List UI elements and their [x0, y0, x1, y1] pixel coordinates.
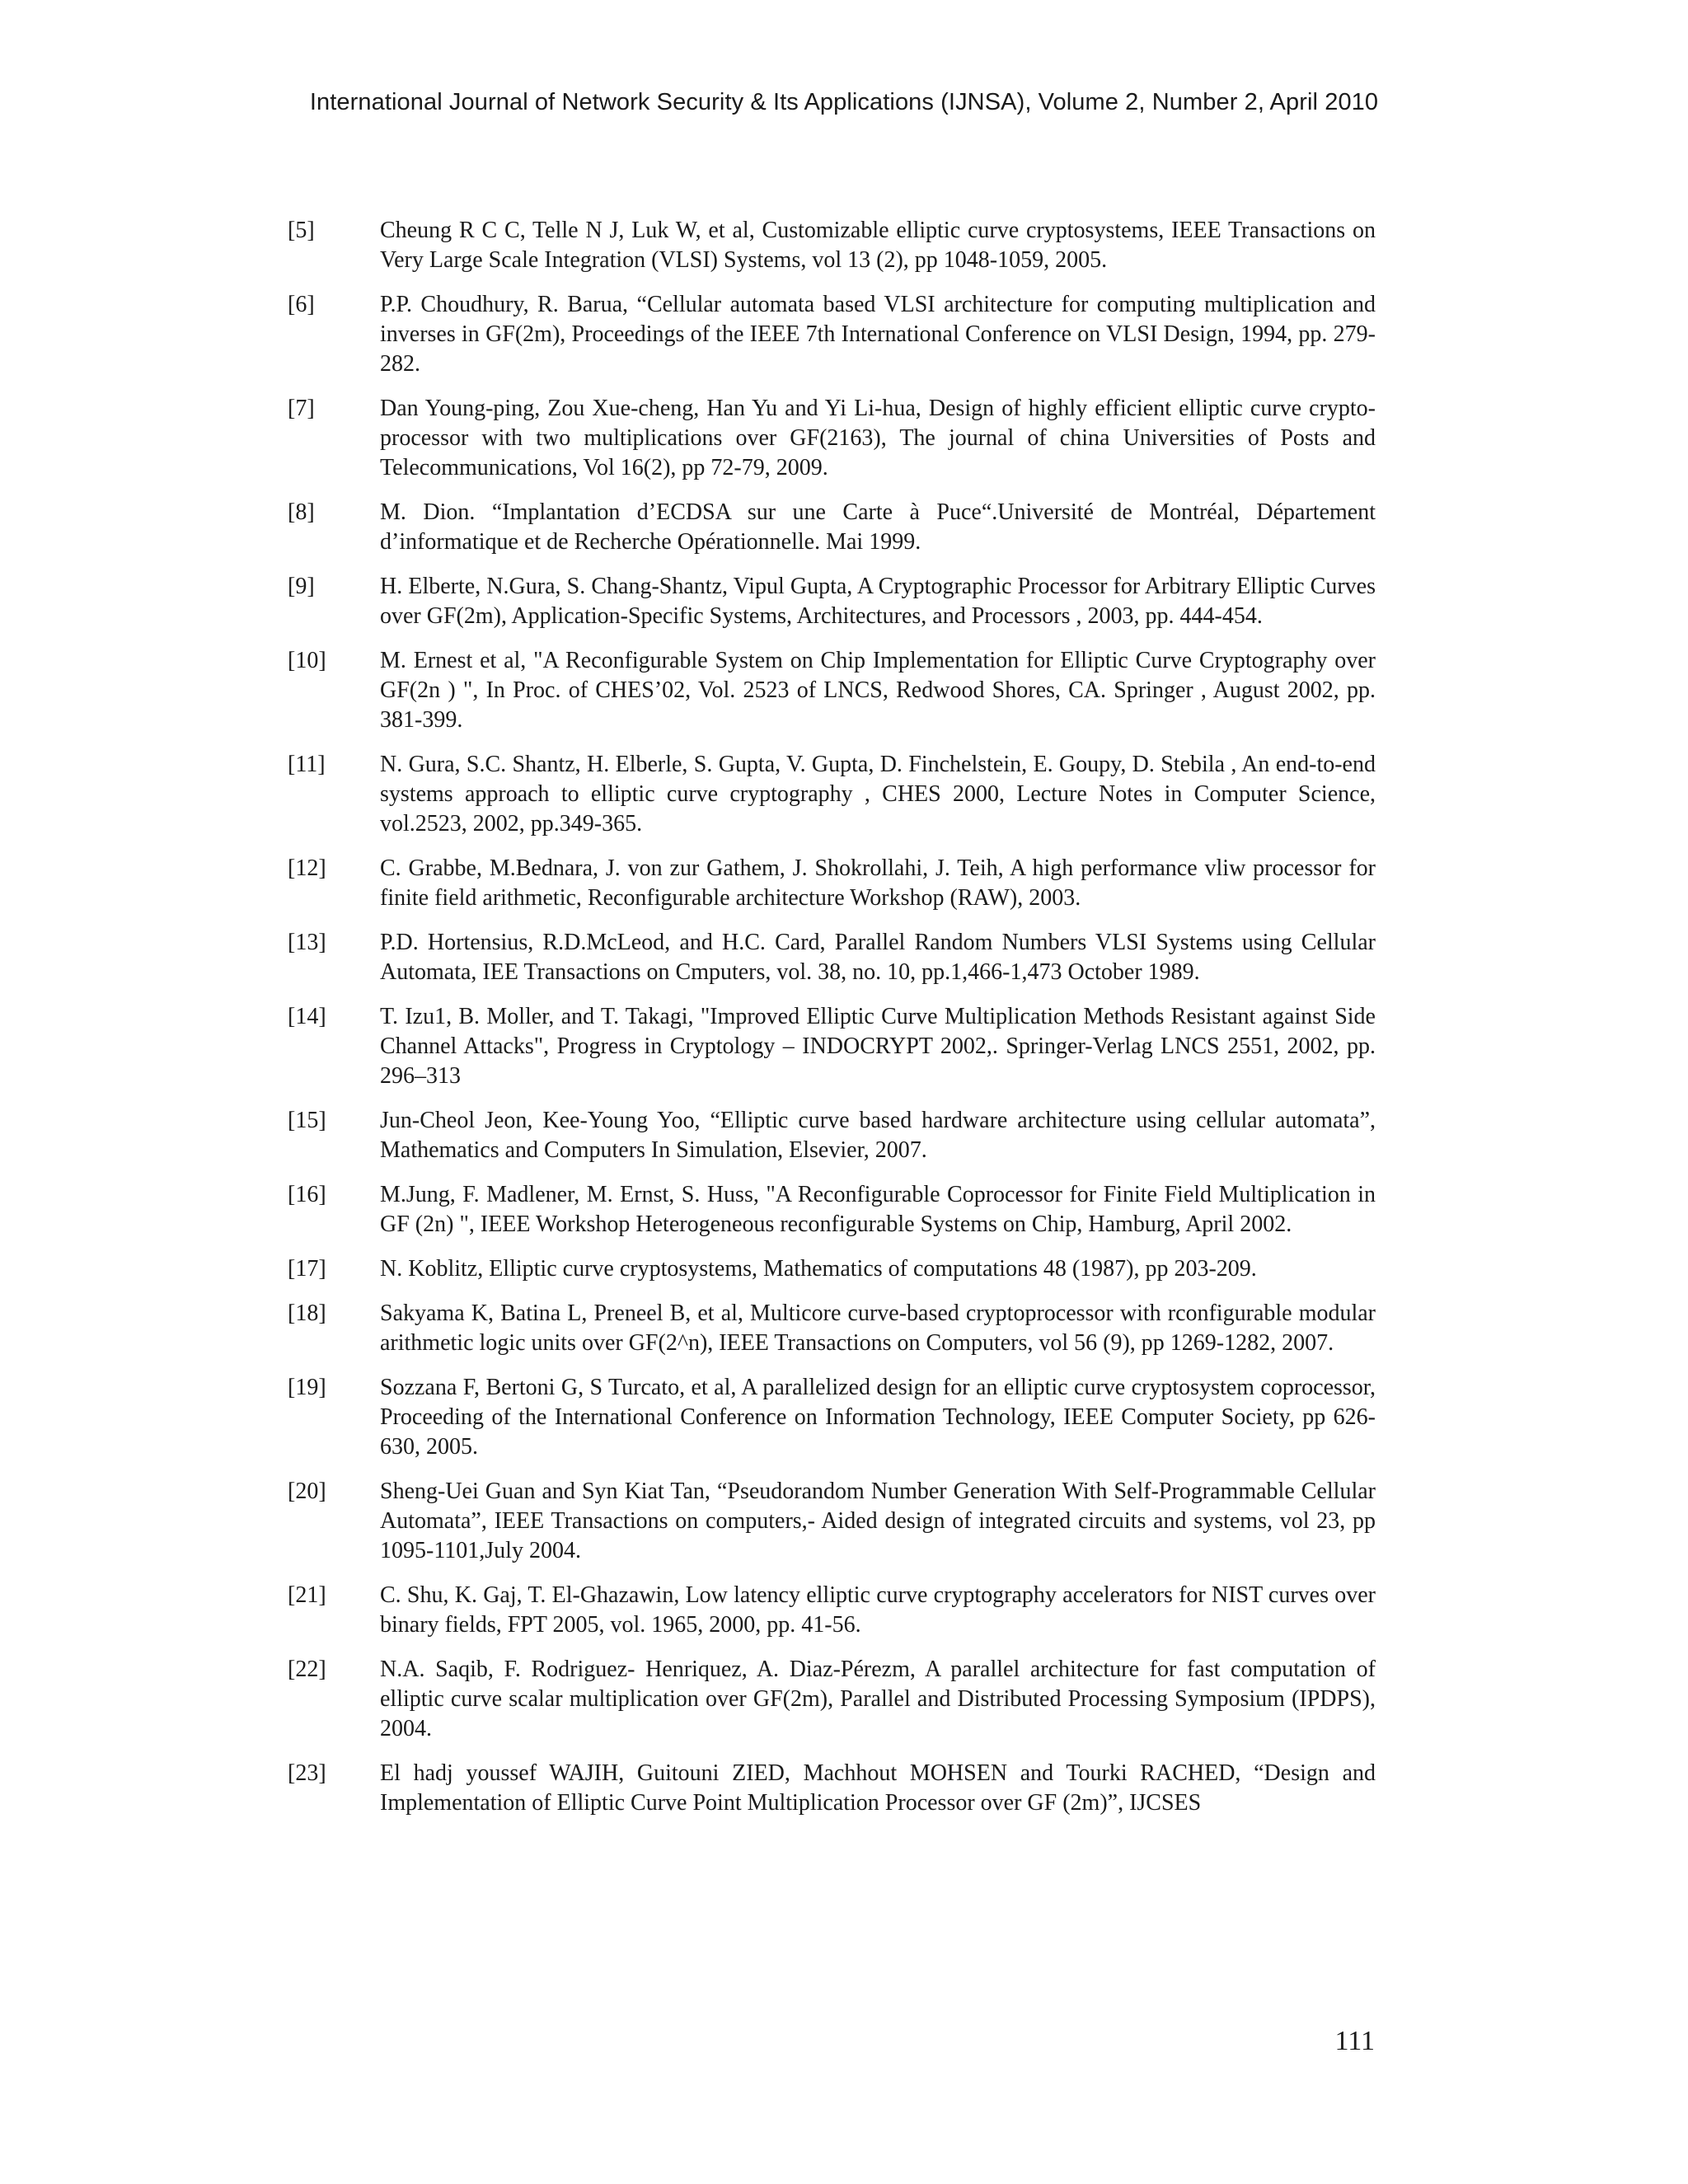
reference-item: [288, 216, 1376, 275]
reference-text: M. Ernest et al, "A Reconfigurable System on Chip Implementation for Elliptic Curve Cryptography over GF(2n ) ", In Proc. of CHES’02, Vol. 2523 of LNCS, Redwood Shores, CA. Springer , August 2002, pp. 381-399.: [380, 648, 1376, 733]
reference-text: Jun-Cheol Jeon, Kee-Young Yoo, “Elliptic curve based hardware architecture using cellular automata”, Mathematics and Computers In Simulation, Elsevier, 2007.: [380, 1108, 1376, 1163]
reference-number: [10]: [288, 648, 326, 673]
reference-text: M.Jung, F. Madlener, M. Ernst, S. Huss, "A Reconfigurable Coprocessor for Finite Field Multiplication in GF (2n) ", IEEE Workshop Heterogeneous reconfigurable Systems on Chip, Hamburg, April 2002.: [380, 1182, 1376, 1237]
reference-number: [12]: [288, 855, 326, 881]
reference-number: [9]: [288, 574, 315, 599]
reference-text: El hadj youssef WAJIH, Guitouni ZIED, Machhout MOHSEN and Tourki RACHED, “Design and Implementation of Elliptic Curve Point Multiplication Processor over GF (2m)”, IJCSES: [380, 1760, 1376, 1816]
reference-text: N. Koblitz, Elliptic curve cryptosystems, Mathematics of computations 48 (1987), pp 203-209.: [380, 1256, 1257, 1282]
reference-text: N.A. Saqib, F. Rodriguez- Henriquez, A. Diaz-Pérezm, A parallel architecture for fast computation of elliptic curve scalar multiplication over GF(2m), Parallel and Distributed Processing Symposium (IPDPS), 2004.: [380, 1657, 1376, 1741]
reference-item: [288, 750, 1376, 839]
reference-item: [288, 1299, 1376, 1358]
reference-number: [16]: [288, 1182, 326, 1207]
reference-number: [21]: [288, 1582, 326, 1608]
reference-item: [288, 1002, 1376, 1091]
reference-item: [288, 1581, 1376, 1640]
running-header: International Journal of Network Security & Its Applications (IJNSA), Volume 2, Number 2, April 2010: [309, 89, 1379, 115]
reference-item: [288, 1106, 1376, 1165]
reference-item: [288, 646, 1376, 735]
reference-number: [18]: [288, 1301, 326, 1326]
reference-text: M. Dion. “Implantation d’ECDSA sur une Carte à Puce“.Université de Montréal, Département d’informatique et de Recherche Opérationnelle. Mai 1999.: [380, 499, 1376, 555]
reference-number: [7]: [288, 396, 315, 421]
reference-item: [288, 1180, 1376, 1240]
reference-list: [288, 216, 1376, 1833]
reference-text: Sozzana F, Bertoni G, S Turcato, et al, A parallelized design for an elliptic curve cryptosystem coprocessor, Proceeding of the International Conference on Information Technology, IEEE Computer Society, pp 626-630, 2005.: [380, 1375, 1376, 1460]
reference-text: Sheng-Uei Guan and Syn Kiat Tan, “Pseudorandom Number Generation With Self-Programmable Cellular Automata”, IEEE Transactions on computers,- Aided design of integrated circuits and systems, vol 23, pp 1095-1101,July 2004.: [380, 1479, 1376, 1563]
reference-number: [13]: [288, 930, 326, 955]
reference-item: [288, 1759, 1376, 1818]
reference-item: [288, 1254, 1376, 1284]
reference-text: N. Gura, S.C. Shantz, H. Elberle, S. Gupta, V. Gupta, D. Finchelstein, E. Goupy, D. Stebila , An end-to-end systems approach to elliptic curve cryptography , CHES 2000, Lecture Notes in Computer Science, vol.2523, 2002, pp.349-365.: [380, 752, 1376, 837]
reference-number: [11]: [288, 752, 326, 777]
reference-item: [288, 394, 1376, 483]
reference-number: [5]: [288, 218, 315, 243]
reference-item: [288, 1477, 1376, 1566]
reference-number: [14]: [288, 1004, 326, 1029]
reference-item: [288, 928, 1376, 987]
reference-text: P.P. Choudhury, R. Barua, “Cellular automata based VLSI architecture for computing multiplication and inverses in GF(2m), Proceedings of the IEEE 7th International Conference on VLSI Design, 1994, pp. 279-282.: [380, 292, 1376, 377]
reference-item: [288, 854, 1376, 913]
reference-number: [22]: [288, 1657, 326, 1682]
reference-text: Cheung R C C, Telle N J, Luk W, et al, Customizable elliptic curve cryptosystems, IEEE Transactions on Very Large Scale Integration (VLSI) Systems, vol 13 (2), pp 1048-1059, 2005.: [380, 218, 1376, 273]
reference-text: T. Izu1, B. Moller, and T. Takagi, "Improved Elliptic Curve Multiplication Methods Resistant against Side Channel Attacks", Progress in Cryptology – INDOCRYPT 2002,. Springer-Verlag LNCS 2551, 2002, pp. 296–313: [380, 1004, 1376, 1089]
reference-item: [288, 498, 1376, 557]
reference-item: [288, 572, 1376, 631]
reference-number: [19]: [288, 1375, 326, 1400]
reference-number: [6]: [288, 292, 315, 317]
reference-item: [288, 1655, 1376, 1744]
reference-item: [288, 290, 1376, 379]
reference-number: [23]: [288, 1760, 326, 1786]
page-number: 111: [1334, 2026, 1375, 2056]
reference-text: Dan Young-ping, Zou Xue-cheng, Han Yu and Yi Li-hua, Design of highly efficient elliptic curve crypto-processor with two multiplications over GF(2163), The journal of china Universities of Posts and Telecommunications, Vol 16(2), pp 72-79, 2009.: [380, 396, 1376, 480]
reference-number: [15]: [288, 1108, 326, 1133]
reference-text: Sakyama K, Batina L, Preneel B, et al, Multicore curve-based cryptoprocessor with rconfigurable modular arithmetic logic units over GF(2^n), IEEE Transactions on Computers, vol 56 (9), pp 1269-1282, 2007.: [380, 1301, 1376, 1356]
reference-item: [288, 1373, 1376, 1462]
reference-text: H. Elberte, N.Gura, S. Chang-Shantz, Vipul Gupta, A Cryptographic Processor for Arbitrary Elliptic Curves over GF(2m), Application-Specific Systems, Architectures, and Processors , 2003, pp. 444-454.: [380, 574, 1376, 629]
reference-text: P.D. Hortensius, R.D.McLeod, and H.C. Card, Parallel Random Numbers VLSI Systems using Cellular Automata, IEE Transactions on Cmputers, vol. 38, no. 10, pp.1,466-1,473 October 1989.: [380, 930, 1376, 985]
reference-number: [17]: [288, 1256, 326, 1282]
reference-text: C. Shu, K. Gaj, T. El-Ghazawin, Low latency elliptic curve cryptography accelerators for NIST curves over binary fields, FPT 2005, vol. 1965, 2000, pp. 41-56.: [380, 1582, 1376, 1638]
reference-number: [8]: [288, 499, 315, 525]
reference-text: C. Grabbe, M.Bednara, J. von zur Gathem, J. Shokrollahi, J. Teih, A high performance vliw processor for finite field arithmetic, Reconfigurable architecture Workshop (RAW), 2003.: [380, 855, 1376, 911]
reference-number: [20]: [288, 1479, 326, 1504]
